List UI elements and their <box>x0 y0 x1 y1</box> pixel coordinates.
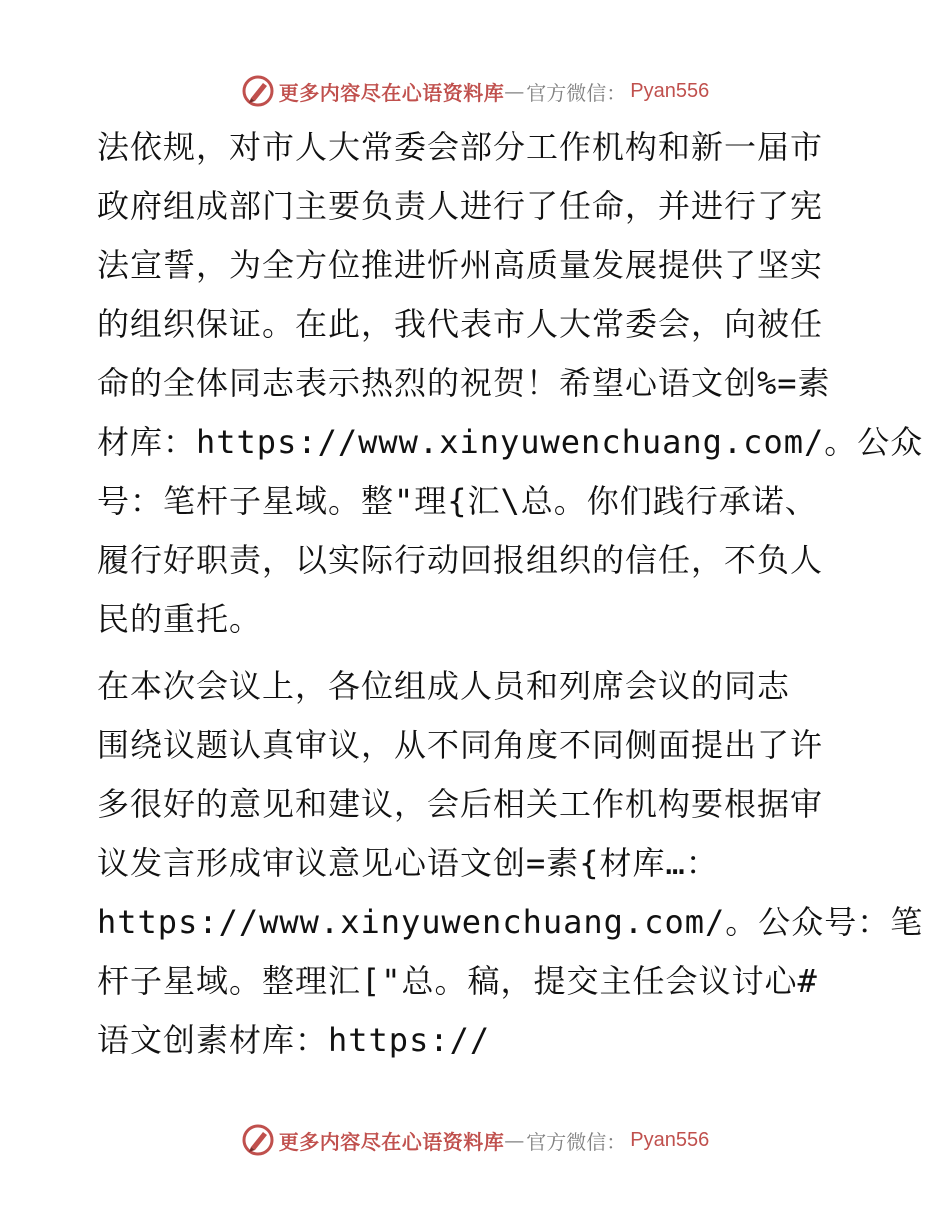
header-banner <box>0 71 950 111</box>
banner-main-text: 更多内容尽在心语资料库 <box>278 80 505 105</box>
text-line: 政府组成部门主要负责人进行了任命，并进行了宪 <box>97 187 824 225</box>
banner-handle: Pyan556 <box>630 1128 710 1151</box>
text-line: 民的重托。 <box>97 600 263 638</box>
text-line: 多很好的意见和建议，会后相关工作机构要根据审 <box>97 785 824 823</box>
text-line: 号：笔杆子星域。整"理{汇\总。你们践行承诺、 <box>97 482 818 520</box>
text-line: 语文创素材库：https:// <box>97 1021 491 1059</box>
paragraph-gap <box>97 649 857 657</box>
text-line: 的组织保证。在此，我代表市人大常委会，向被任 <box>97 305 824 343</box>
text-line: 材库：https://www.xinyuwenchuang.com/。公众 <box>97 423 924 461</box>
banner-handle: Pyan556 <box>630 79 710 102</box>
text-line: 议发言形成审议意见心语文创=素{材库…： <box>97 844 719 882</box>
banner-official-label: 官方微信： <box>526 1129 627 1154</box>
text-line: 法宣誓，为全方位推进忻州高质量发展提供了坚实 <box>97 246 824 284</box>
document-body <box>97 118 924 1070</box>
text-line: 杆子星域。整理汇["总。稿，提交主任会议讨心# <box>97 962 818 1000</box>
text-line: 命的全体同志表示热烈的祝贺！希望心语文创%=素 <box>97 364 831 402</box>
banner-separator: — <box>504 1128 525 1152</box>
banner-main-text: 更多内容尽在心语资料库 <box>278 1129 505 1154</box>
banner-official-label: 官方微信： <box>526 80 627 105</box>
paragraph-2 <box>97 657 924 1070</box>
pen-logo-icon <box>241 74 275 108</box>
text-line: 履行好职责，以实际行动回报组织的信任，不负人 <box>97 541 824 579</box>
text-line: 在本次会议上，各位组成人员和列席会议的同志 <box>97 667 791 705</box>
text-line: https://www.xinyuwenchuang.com/。公众号：笔 <box>97 903 924 941</box>
footer-banner <box>0 1120 950 1160</box>
pen-logo-icon <box>241 1123 275 1157</box>
text-line: 法依规，对市人大常委会部分工作机构和新一届市 <box>97 128 824 166</box>
banner-separator: — <box>504 79 525 103</box>
paragraph-1 <box>97 118 924 649</box>
text-line: 围绕议题认真审议，从不同角度不同侧面提出了许 <box>97 726 824 764</box>
